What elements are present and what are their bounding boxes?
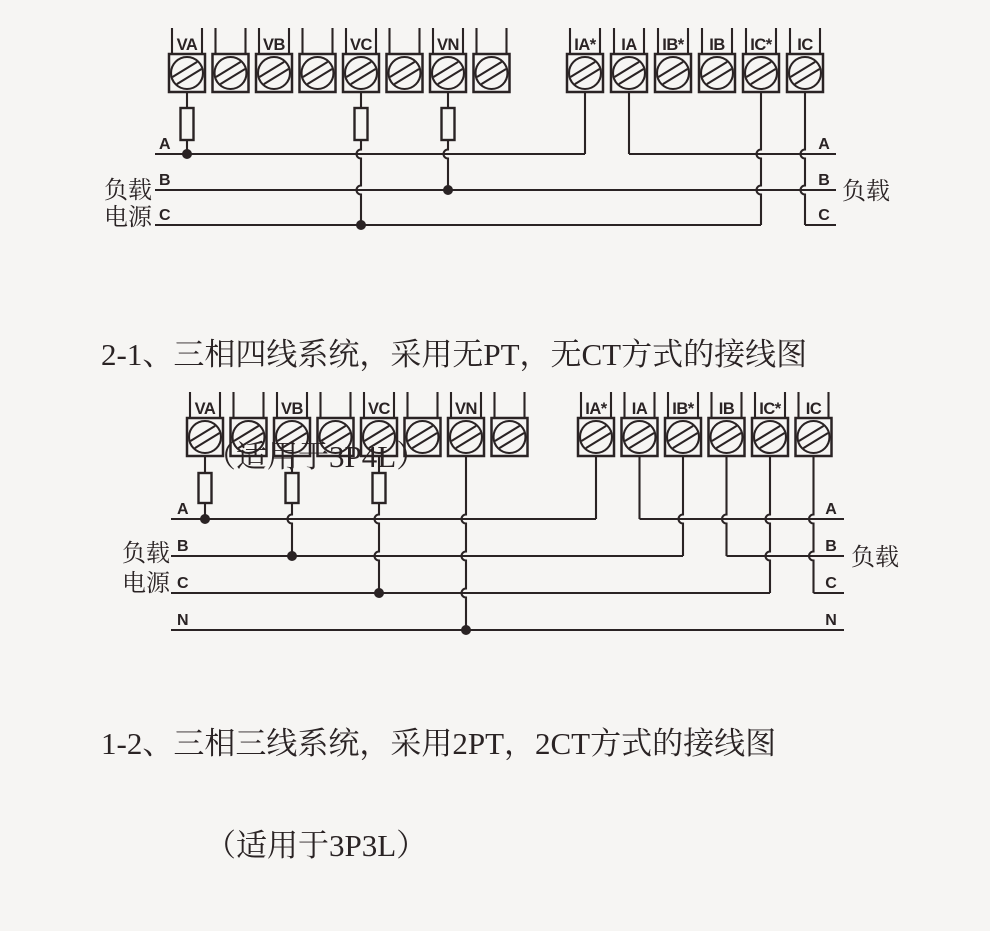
caption-2-line-1: 1-2、三相三线系统，采用2PT，2CT方式的接线图	[101, 726, 777, 761]
junction-dot	[443, 185, 453, 195]
source-side-label: 电源	[104, 205, 152, 231]
terminal-wire	[809, 456, 813, 593]
terminal-box	[699, 54, 735, 92]
terminal-blank	[387, 28, 423, 92]
phase-label-right: C	[818, 207, 830, 224]
screw-icon	[302, 57, 334, 89]
screw-icon	[389, 57, 421, 89]
phase-label-left: A	[159, 136, 171, 153]
wiring-diagram-top	[104, 28, 890, 231]
fuse	[181, 108, 194, 140]
screw-icon	[569, 57, 601, 89]
terminal-label: IA	[621, 36, 637, 54]
terminal-label: VB	[263, 36, 285, 54]
junction-dot	[374, 588, 384, 598]
terminal-label: IA*	[574, 36, 596, 54]
phase-label-right: B	[825, 538, 837, 555]
source-side-label: 负载	[104, 178, 152, 204]
screw-icon	[701, 57, 733, 89]
phase-label-right: C	[825, 575, 837, 592]
terminal-box	[169, 54, 205, 92]
terminal-label: IC*	[750, 36, 772, 54]
terminal-label: IB	[718, 400, 735, 418]
terminal-label: VN	[455, 400, 477, 418]
terminal-box	[655, 54, 691, 92]
screw-icon	[476, 57, 508, 89]
screw-icon	[345, 57, 377, 89]
terminal-box	[300, 54, 336, 92]
screw-icon	[171, 57, 203, 89]
phase-label-left: N	[177, 612, 189, 629]
screw-icon	[432, 57, 464, 89]
terminal-label: IC	[805, 400, 822, 418]
terminal-label: VA	[194, 400, 216, 418]
load-side-label: 负载	[842, 179, 890, 205]
terminal-label: IA*	[585, 400, 607, 418]
terminal-box	[567, 54, 603, 92]
terminal-ib	[699, 28, 735, 92]
terminal-box	[611, 54, 647, 92]
caption-diagram-2	[101, 659, 776, 931]
terminal-label: IB*	[662, 36, 684, 54]
terminal-vc	[343, 28, 379, 92]
fuse	[442, 108, 455, 140]
terminal-blank	[300, 28, 336, 92]
caption-1-line-2: （适用于3P4L）	[205, 439, 428, 474]
junction-dot	[182, 149, 192, 159]
screw-icon	[657, 57, 689, 89]
terminal-label: IB	[709, 36, 725, 54]
terminal-box	[474, 54, 510, 92]
terminal-ic-star	[743, 28, 779, 92]
phase-label-left: B	[177, 538, 189, 555]
junction-dot	[287, 551, 297, 561]
caption-2-line-2: （适用于3P3L）	[205, 828, 428, 863]
terminal-va	[169, 28, 205, 92]
caption-1-line-1: 2-1、三相四线系统，采用无PT，无CT方式的接线图	[101, 337, 808, 372]
terminal-label: VA	[176, 36, 198, 54]
terminal-box	[213, 54, 249, 92]
screw-icon	[613, 57, 645, 89]
terminal-label: IA	[631, 400, 648, 418]
phase-label-left: C	[159, 207, 171, 224]
terminal-wire	[757, 92, 762, 225]
terminal-label: IC*	[759, 400, 781, 418]
terminal-label: IB*	[672, 400, 694, 418]
terminal-label: VN	[437, 36, 459, 54]
terminal-vn	[430, 28, 466, 92]
terminal-box	[787, 54, 823, 92]
phase-label-right: A	[818, 136, 830, 153]
terminal-label: VB	[281, 400, 303, 418]
terminal-ic	[787, 28, 823, 92]
phase-label-left: C	[177, 575, 189, 592]
terminal-ia-star	[567, 28, 603, 92]
junction-dot	[461, 625, 471, 635]
terminal-ia	[611, 28, 647, 92]
terminal-blank	[474, 28, 510, 92]
load-side-label: 负载	[851, 545, 899, 571]
terminal-box	[256, 54, 292, 92]
screw-icon	[789, 57, 821, 89]
terminal-vb	[256, 28, 292, 92]
terminal-box	[387, 54, 423, 92]
source-side-label: 负载	[122, 541, 170, 567]
phase-label-left: B	[159, 172, 171, 189]
phase-label-left: A	[177, 501, 189, 518]
terminal-label: IC	[797, 36, 813, 54]
fuse	[355, 108, 368, 140]
terminal-ib-star	[655, 28, 691, 92]
terminal-box	[430, 54, 466, 92]
screw-icon	[745, 57, 777, 89]
terminal-wire	[801, 92, 806, 225]
screw-icon	[258, 57, 290, 89]
phase-label-right: A	[825, 501, 837, 518]
phase-label-right: B	[818, 172, 830, 189]
caption-diagram-1	[101, 270, 807, 542]
phase-label-right: N	[825, 612, 837, 629]
terminal-blank	[213, 28, 249, 92]
terminal-box	[343, 54, 379, 92]
terminal-box	[743, 54, 779, 92]
terminal-label: VC	[350, 36, 372, 54]
screw-icon	[215, 57, 247, 89]
terminal-label: VC	[368, 400, 390, 418]
source-side-label: 电源	[122, 571, 170, 597]
junction-dot	[356, 220, 366, 230]
